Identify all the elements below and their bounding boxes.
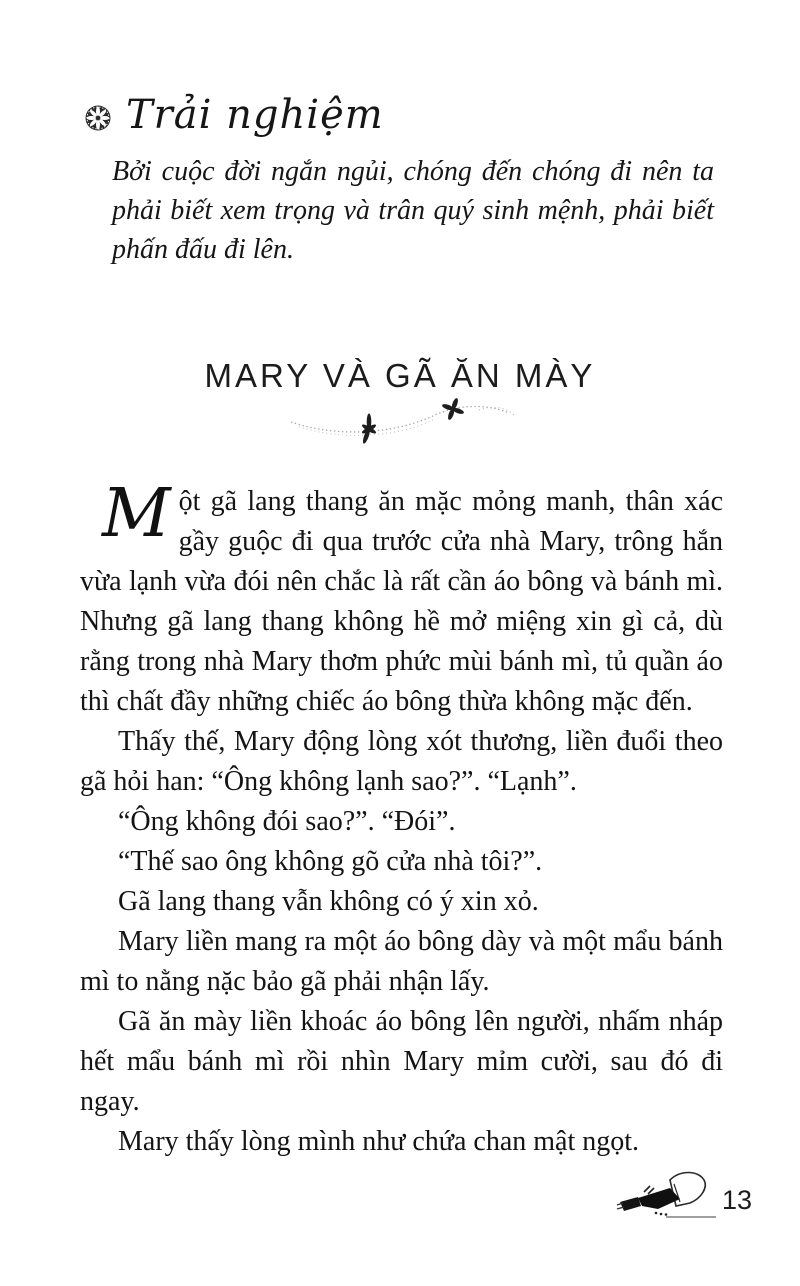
paragraph: Gã lang thang vẫn không có ý xin xỏ. xyxy=(118,886,539,917)
page-footer xyxy=(614,1168,752,1226)
page-number: 13 xyxy=(721,1185,752,1215)
divider xyxy=(0,398,800,453)
paragraph xyxy=(80,474,723,722)
footer-ornament-icon xyxy=(614,1168,718,1226)
paragraph: Mary liền mang ra một áo bông dày và một mẩu bánh mì to nằng nặc bảo gã phải nhận lấy. xyxy=(80,926,723,997)
paragraph: Mary thấy lòng mình như chứa chan mật ngọt. xyxy=(118,1126,640,1157)
paragraph: “Thế sao ông không gõ cửa nhà tôi?”. xyxy=(118,846,543,877)
paragraph: “Ông không đói sao?”. “Đói”. xyxy=(118,806,456,837)
rosette-badge-icon xyxy=(84,104,112,132)
divider-ornament-icon xyxy=(283,398,518,448)
paragraph: Thấy thế, Mary động lòng xót thương, liền đuổi theo gã hỏi han: “Ông không lạnh sao?”. “Lạnh”. xyxy=(80,726,723,797)
paragraph: Gã ăn mày liền khoác áo bông lên người, nhấm nháp hết mẩu bánh mì rồi nhìn Mary mỉm cười, sau đó đi ngay. xyxy=(80,1006,723,1117)
section-label: Trải nghiệm xyxy=(126,92,384,138)
epigraph-quote: Bởi cuộc đời ngắn ngủi, chóng đến chóng đi nên ta phải biết xem trọng và trân quý sinh mệnh, phải biết phấn đấu đi lên. xyxy=(112,156,714,265)
drop-cap: M xyxy=(102,474,171,552)
story-title: MARY VÀ GÃ ĂN MÀY xyxy=(204,357,596,394)
story-body xyxy=(80,474,723,1162)
paragraph-text: ột gã lang thang ăn mặc mỏng manh, thân xác gầy guộc đi qua trước cửa nhà Mary, trông hắn vừa lạnh vừa đói nên chắc là rất cần áo bông và bánh mì. Nhưng gã lang thang không hề mở miệng xin gì cả, dù rằng trong nhà Mary thơm phức mùi bánh mì, tủ quần áo thì chất đầy những chiếc áo bông thừa không mặc đến. xyxy=(80,486,723,717)
right-flower-icon xyxy=(438,398,467,424)
section-header xyxy=(84,92,384,138)
left-flower-icon xyxy=(360,414,376,445)
